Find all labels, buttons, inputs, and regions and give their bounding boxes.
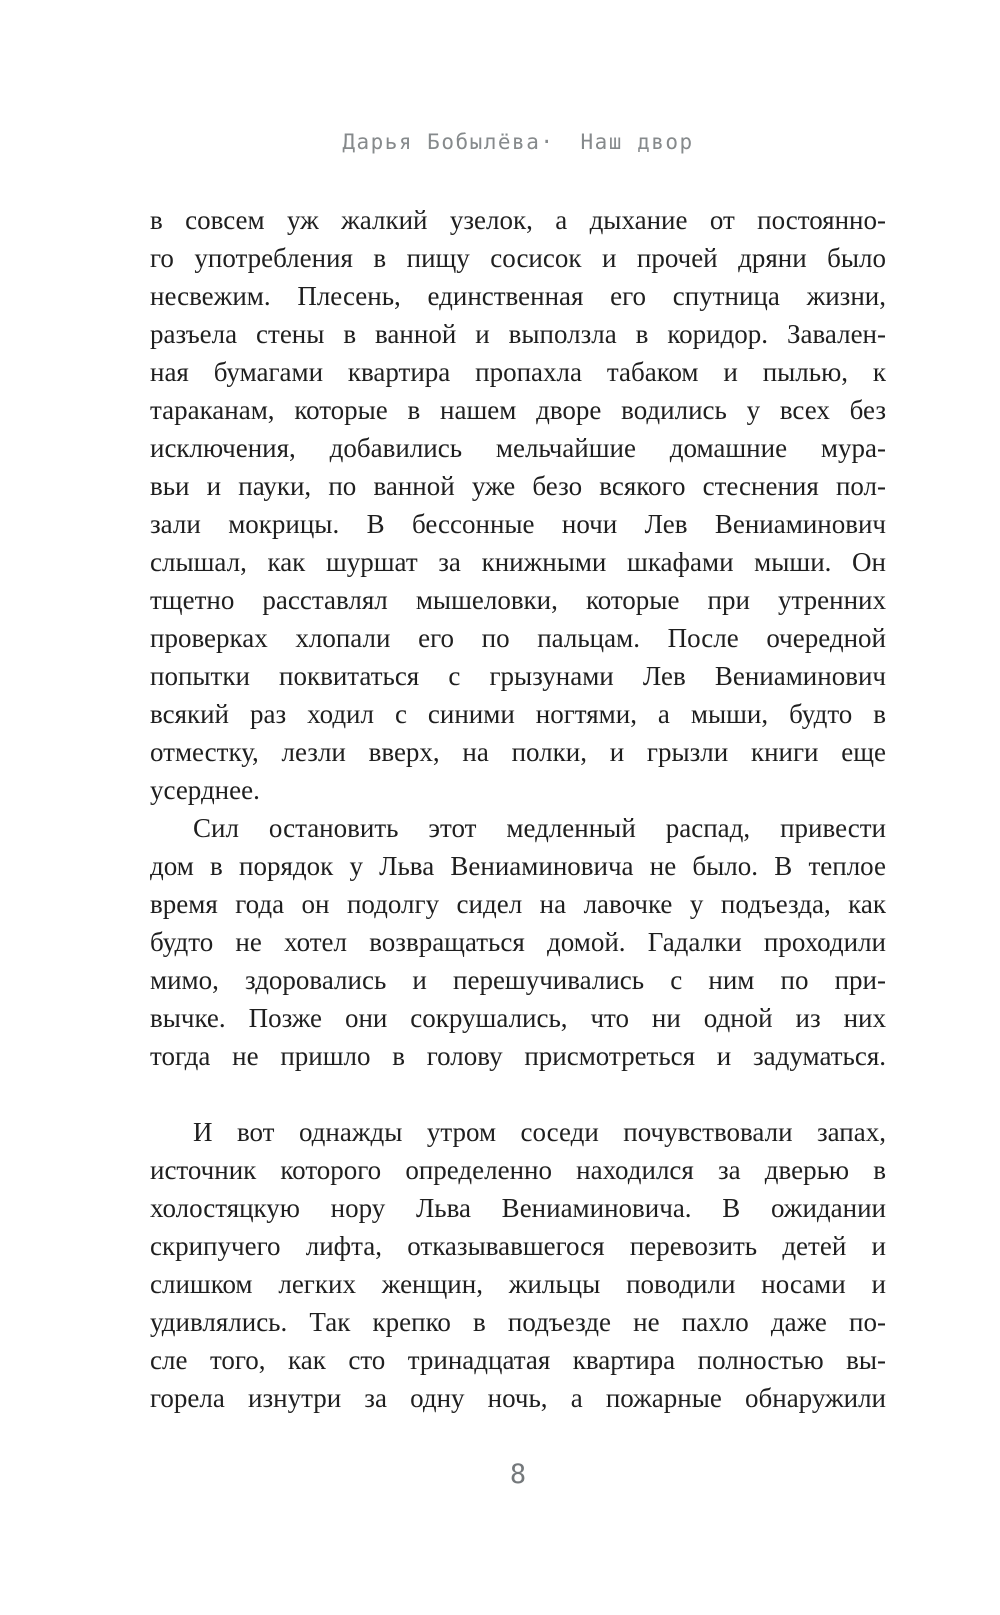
paragraph xyxy=(150,1113,886,1417)
running-head-title: Наш двор xyxy=(580,130,694,154)
text-line: в совсем уж жалкий узелок, а дыхание от постоянно- xyxy=(150,205,886,235)
text-line: дом в порядок у Льва Вениаминовича не было. В теплое xyxy=(150,851,886,881)
text-line: горела изнутри за одну ночь, а пожарные обнаружили xyxy=(150,1383,886,1413)
text-line: будто не хотел возвращаться домой. Гадалки проходили xyxy=(150,927,886,957)
text-line: попытки поквитаться с грызунами Лев Вениаминович xyxy=(150,661,886,691)
text-line: отместку, лезли вверх, на полки, и грызли книги еще xyxy=(150,737,886,767)
running-head-author: Дарья Бобылёва xyxy=(342,130,541,154)
text-line: сле того, как сто тринадцатая квартира полностью вы- xyxy=(150,1345,886,1375)
text-line: ная бумагами квартира пропахла табаком и пылью, к xyxy=(150,357,886,387)
text-line: И вот однажды утром соседи почувствовали запах, xyxy=(193,1117,886,1147)
text-line: тщетно расставлял мышеловки, которые при утренних xyxy=(150,585,886,615)
paragraph xyxy=(150,809,886,1075)
text-line: Сил остановить этот медленный распад, привести xyxy=(193,813,886,843)
text-line: удивлялись. Так крепко в подъезде не пахло даже по- xyxy=(150,1307,886,1337)
text-line: слышал, как шуршат за книжными шкафами мыши. Он xyxy=(150,547,886,577)
text-line: проверках хлопали его по пальцам. После очередной xyxy=(150,623,886,653)
text-line: исключения, добавились мельчайшие домашние мура- xyxy=(150,433,886,463)
paragraph xyxy=(150,201,886,809)
text-line: зали мокрицы. В бессонные ночи Лев Вениаминович xyxy=(150,509,886,539)
running-head xyxy=(150,130,886,154)
text-line: вьи и пауки, по ванной уже безо всякого стеснения пол- xyxy=(150,471,886,501)
text-line: вычке. Позже они сокрушались, что ни одной из них xyxy=(150,1003,886,1033)
text-line: несвежим. Плесень, единственная его спутница жизни, xyxy=(150,281,886,311)
text-line: всякий раз ходил с синими ногтями, а мыши, будто в xyxy=(150,699,886,729)
text-line: время года он подолгу сидел на лавочке у подъезда, как xyxy=(150,889,886,919)
text-line: го употребления в пищу сосисок и прочей дряни было xyxy=(150,243,886,273)
text-line: слишком легких женщин, жильцы поводили носами и xyxy=(150,1269,886,1299)
text-line: разъела стены в ванной и выползла в коридор. Завален- xyxy=(150,319,886,349)
text-line: тараканам, которые в нашем дворе водились у всех без xyxy=(150,395,886,425)
text-line: холостяцкую нору Льва Вениаминовича. В ожидании xyxy=(150,1193,886,1223)
text-line: мимо, здоровались и перешучивались с ним по при- xyxy=(150,965,886,995)
text-line: скрипучего лифта, отказывавшегося перевозить детей и xyxy=(150,1231,886,1261)
running-head-separator: · xyxy=(540,130,555,154)
text-line: тогда не пришло в голову присмотреться и задуматься. xyxy=(150,1041,886,1071)
text-block xyxy=(150,201,886,1417)
page-number: 8 xyxy=(509,1459,527,1490)
text-line: усерднее. xyxy=(150,775,260,805)
text-line: источник которого определенно находился за дверью в xyxy=(150,1155,886,1185)
